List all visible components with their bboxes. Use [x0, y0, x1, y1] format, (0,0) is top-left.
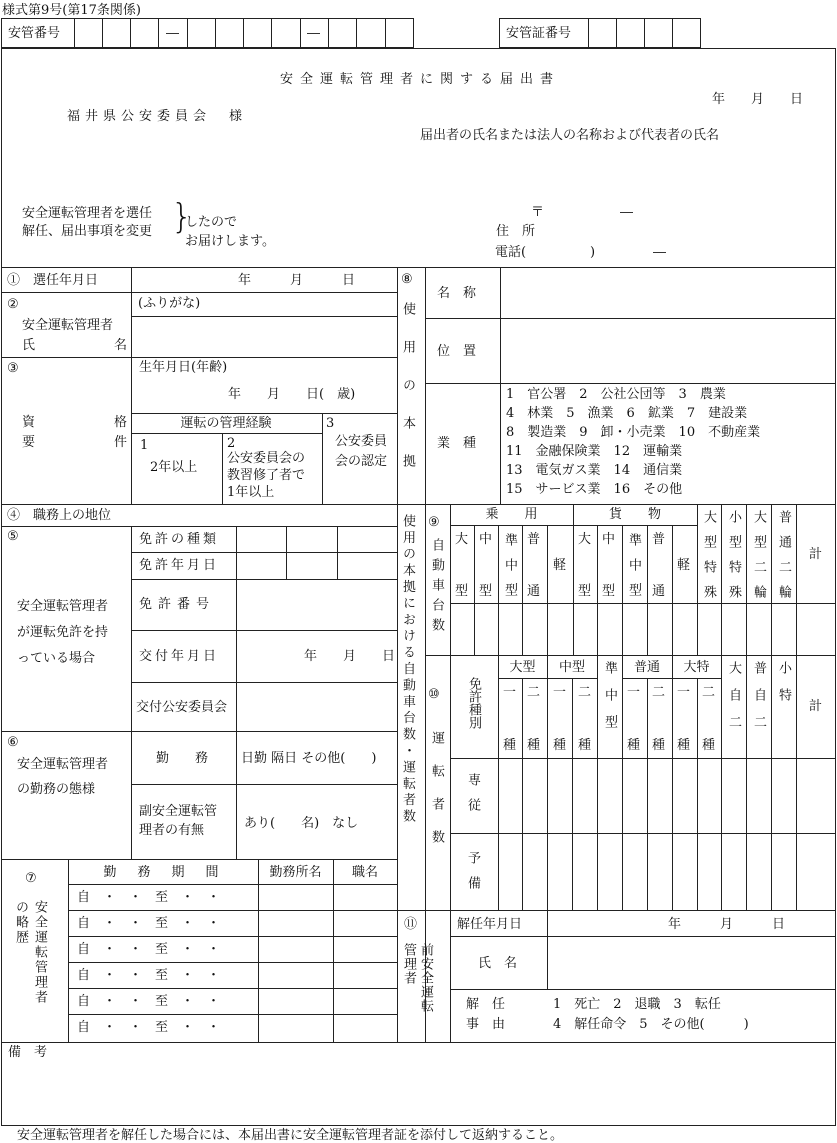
- s5-label-3: っている場合: [17, 651, 96, 666]
- v-col-mid-c-2: 型: [602, 584, 616, 599]
- s7-row-4: 自 ・ ・ 至 ・ ・: [77, 968, 221, 983]
- s2-label-shi: 氏: [22, 338, 36, 353]
- s11-vertical-label-1: 前安全運転: [418, 943, 433, 1013]
- d-small-special: 小特: [776, 661, 791, 715]
- s5-license-kind: 免許の種類: [139, 532, 220, 547]
- s3-birth-label: 生年月日(年齢): [139, 360, 228, 375]
- s7-row-2: 自 ・ ・ 至 ・ ・: [77, 916, 221, 931]
- s3-yo: 要: [22, 435, 36, 450]
- v-col-semimid-c: 準中型: [626, 533, 641, 608]
- s10-vertical-label: 運転者数: [429, 731, 444, 863]
- d-std-auto-2wheel: 普自二: [751, 661, 766, 742]
- industry-line-2: 4 林業 5 漁業 6 鉱業 7 建設業: [506, 406, 748, 421]
- s5-issuing-commission: 交付公安委員会: [136, 700, 228, 715]
- reason-line-1: 安全運転管理者を選任: [22, 206, 153, 221]
- s3-choice-1-no: 1: [140, 438, 149, 453]
- d-ls-1: 一: [677, 685, 691, 700]
- s1-date: 年 月 日: [238, 273, 356, 288]
- s10-reserve-label: 予備: [465, 851, 480, 901]
- s6-label-2: の勤務の態様: [17, 782, 96, 797]
- phone-label: 電話(: [495, 245, 527, 260]
- v-col-std-p-1: 普: [527, 532, 541, 547]
- d-large-1: 一: [503, 685, 517, 700]
- d-std-1b: 種: [627, 738, 641, 753]
- s2-furigana: (ふりがな): [138, 296, 201, 311]
- s3-kaku: 格: [114, 415, 128, 430]
- form-title: 安全運転管理者に関する届出書: [279, 72, 560, 87]
- s11-date: 年 月 日: [668, 917, 786, 932]
- s6-work-label: 勤 務: [156, 751, 209, 766]
- d-large-2b: 種: [527, 738, 541, 753]
- s11-vertical-label-2: 管理者: [401, 943, 416, 985]
- v-col-large-2wheel: 大型二輪: [751, 510, 766, 610]
- s3-choice-3-l2: 会の認定: [335, 454, 388, 469]
- s9-vertical-label: 自動車台数: [429, 538, 444, 638]
- d-large-label: 大型: [509, 660, 536, 675]
- s3-birth-date: 年 月 日( 歳): [228, 387, 356, 402]
- d-mid-2: 二: [578, 685, 592, 700]
- v-col-mid-p-2: 型: [479, 584, 493, 599]
- s9-number: ⑨: [428, 515, 440, 530]
- s3-choice-3-no: 3: [326, 416, 335, 431]
- s10-number: ⑩: [428, 687, 440, 702]
- v-col-std-c-1: 普: [652, 532, 666, 547]
- s11-date-label: 解任年月日: [457, 917, 523, 932]
- ankansho-number-label: 安管証番号: [506, 26, 572, 41]
- ankan-dash-2: ―: [307, 26, 320, 41]
- v-col-mid-c-1: 中: [602, 532, 616, 547]
- s7-row-5: 自 ・ ・ 至 ・ ・: [77, 994, 221, 1009]
- s7-row-6: 自 ・ ・ 至 ・ ・: [77, 1020, 221, 1035]
- ankan-number-box: [1, 18, 414, 48]
- vehicles-drivers-vertical-label: 使用の本拠における自動車台数・運転者数: [400, 514, 415, 826]
- remarks-label: 備 考: [8, 1045, 48, 1060]
- s11-number: ⑪: [404, 917, 418, 932]
- s5-license-date: 免許年月日: [139, 558, 220, 573]
- v-total-label: 計: [809, 547, 823, 562]
- v-col-large-c-1: 大: [578, 532, 592, 547]
- d-large-auto-2wheel: 大自二: [726, 661, 741, 742]
- addressee: 福井県公安委員会 様: [67, 109, 248, 124]
- reason-suffix-2: お届けします。: [185, 234, 275, 249]
- s11-reason-1: 1 死亡 2 退職 3 転任: [553, 997, 721, 1012]
- s8-industry-label: 業 種: [437, 436, 477, 451]
- s5-label-1: 安全運転管理者: [17, 599, 109, 614]
- form-number: 様式第9号(第17条関係): [2, 3, 141, 18]
- d-std-2b: 種: [652, 738, 666, 753]
- s3-choice-2-l1: 公安委員会の: [227, 451, 306, 466]
- s11-reason-label-a: 解 任: [466, 997, 506, 1012]
- s9-passenger-label: 乗 用: [485, 507, 538, 522]
- s6-sub-manager-l2: 理者の有無: [139, 823, 205, 838]
- v-col-large-p-1: 大: [455, 532, 469, 547]
- s3-ken: 件: [114, 435, 128, 450]
- s3-choice-2-l2: 教習修了者で: [227, 468, 306, 483]
- d-total-label: 計: [809, 699, 823, 714]
- s9-cargo-label: 貨 物: [608, 507, 661, 522]
- submission-date: 年 月 日: [712, 92, 804, 107]
- applicant-name-label: 届出者の氏名または法人の名称および代表者の氏名: [420, 128, 720, 143]
- v-col-std-2wheel: 普通二輪: [776, 510, 791, 610]
- s6-work-value: 日勤 隔日 その他( ): [241, 751, 377, 766]
- s10-license-type-label: 免許種別: [466, 677, 481, 729]
- s5-label-2: が運転免許を持: [17, 625, 109, 640]
- d-std-2: 二: [652, 685, 666, 700]
- s7-number: ⑦: [25, 871, 37, 886]
- d-std-1: 一: [627, 685, 641, 700]
- s6-sub-manager-value: あり( 名) なし: [244, 816, 359, 831]
- s7-header-place: 勤務所名: [269, 865, 322, 880]
- s8-vertical-label: 使用の本拠: [400, 302, 415, 492]
- d-ls-1b: 種: [677, 738, 691, 753]
- s1-label: ① 選任年月日: [7, 273, 99, 288]
- s11-reason-label-b: 事 由: [466, 1017, 506, 1032]
- d-mid-label: 中型: [558, 660, 585, 675]
- s3-experience-label: 運転の管理経験: [180, 416, 272, 431]
- industry-line-1: 1 官公署 2 公社公団等 3 農業: [506, 387, 726, 402]
- address-label: 住 所: [496, 224, 536, 239]
- s7-header-title: 職名: [351, 865, 378, 880]
- reason-suffix-1: したので: [185, 215, 238, 230]
- s5-issue-date-label: 交付年月日: [139, 649, 220, 664]
- s11-reason-2: 4 解任命令 5 その他( ): [553, 1017, 749, 1032]
- d-large-special-label: 大特: [683, 660, 710, 675]
- d-large-1b: 種: [503, 738, 517, 753]
- s3-choice-3-l1: 公安委員: [335, 434, 388, 449]
- s3-shi: 資: [22, 415, 36, 430]
- s5-license-number: 免許番号: [139, 597, 216, 612]
- reason-line-2: 解任、届出事項を変更: [22, 224, 153, 239]
- postal-mark: 〒: [531, 205, 545, 220]
- s4-label: ④ 職務上の地位: [7, 508, 112, 523]
- v-col-semimid-p: 準中型: [502, 533, 517, 608]
- footer-note: 安全運転管理者を解任した場合には、本届出書に安全運転管理者証を添付して返納すること。: [17, 1128, 564, 1143]
- s10-fulltime-label: 専従: [465, 773, 480, 823]
- v-col-large-c-2: 型: [578, 584, 592, 599]
- d-large-2: 二: [527, 685, 541, 700]
- s6-number: ⑥: [7, 735, 19, 750]
- v-col-light-c: 軽: [677, 558, 691, 573]
- s8-number: ⑧: [401, 272, 413, 287]
- reason-brace: }: [171, 197, 193, 237]
- ankan-number-label: 安管番号: [8, 26, 61, 41]
- d-std-label: 普通: [633, 660, 660, 675]
- ankan-dash-1: ―: [166, 26, 179, 41]
- v-col-light-p: 軽: [553, 558, 567, 573]
- d-mid-1b: 種: [553, 738, 567, 753]
- s2-number: ②: [7, 297, 19, 312]
- d-mid-1: 一: [553, 685, 567, 700]
- d-ls-2: 二: [702, 685, 716, 700]
- d-mid-2b: 種: [578, 738, 592, 753]
- s7-row-1: 自 ・ ・ 至 ・ ・: [77, 890, 221, 905]
- s5-issue-date: 年 月 日: [304, 649, 396, 664]
- v-col-small-special: 小型特殊: [726, 510, 741, 610]
- v-col-large-p-2: 型: [455, 584, 469, 599]
- s2-label: 安全運転管理者: [22, 318, 114, 333]
- industry-line-4: 11 金融保険業 12 運輸業: [506, 444, 683, 459]
- s2-label-mei: 名: [114, 338, 128, 353]
- d-ls-2b: 種: [702, 738, 716, 753]
- s7-row-3: 自 ・ ・ 至 ・ ・: [77, 942, 221, 957]
- s3-choice-2-no: 2: [227, 436, 236, 451]
- s8-name-label: 名 称: [437, 286, 477, 301]
- s3-choice-1: 2年以上: [150, 460, 198, 475]
- v-col-std-p-2: 通: [527, 584, 541, 599]
- phone-dash: ―: [653, 245, 666, 260]
- industry-line-3: 8 製造業 9 卸・小売業 10 不動産業: [506, 425, 761, 440]
- v-col-std-c-2: 通: [652, 584, 666, 599]
- s3-choice-2-l3: 1年以上: [227, 485, 275, 500]
- phone-close: ): [590, 245, 596, 260]
- s7-header-period: 勤 務 期 間: [103, 865, 223, 880]
- industry-line-6: 15 サービス業 16 その他: [506, 482, 683, 497]
- s7-vertical-label-1: 安全運転管理者: [32, 900, 47, 1005]
- v-col-large-special: 大型特殊: [701, 510, 716, 610]
- s6-sub-manager-l1: 副安全運転管: [139, 804, 218, 819]
- v-col-mid-p-1: 中: [479, 532, 493, 547]
- d-semimid: 準中型: [602, 661, 617, 742]
- s3-number: ③: [7, 361, 19, 376]
- s5-number: ⑤: [7, 529, 19, 544]
- s11-name-label: 氏 名: [478, 956, 518, 971]
- postal-dash: ―: [620, 205, 633, 220]
- s8-location-label: 位 置: [437, 344, 477, 359]
- s6-label-1: 安全運転管理者: [17, 757, 109, 772]
- industry-line-5: 13 電気ガス業 14 通信業: [506, 463, 683, 478]
- s7-vertical-label-2: の略歴: [13, 900, 28, 945]
